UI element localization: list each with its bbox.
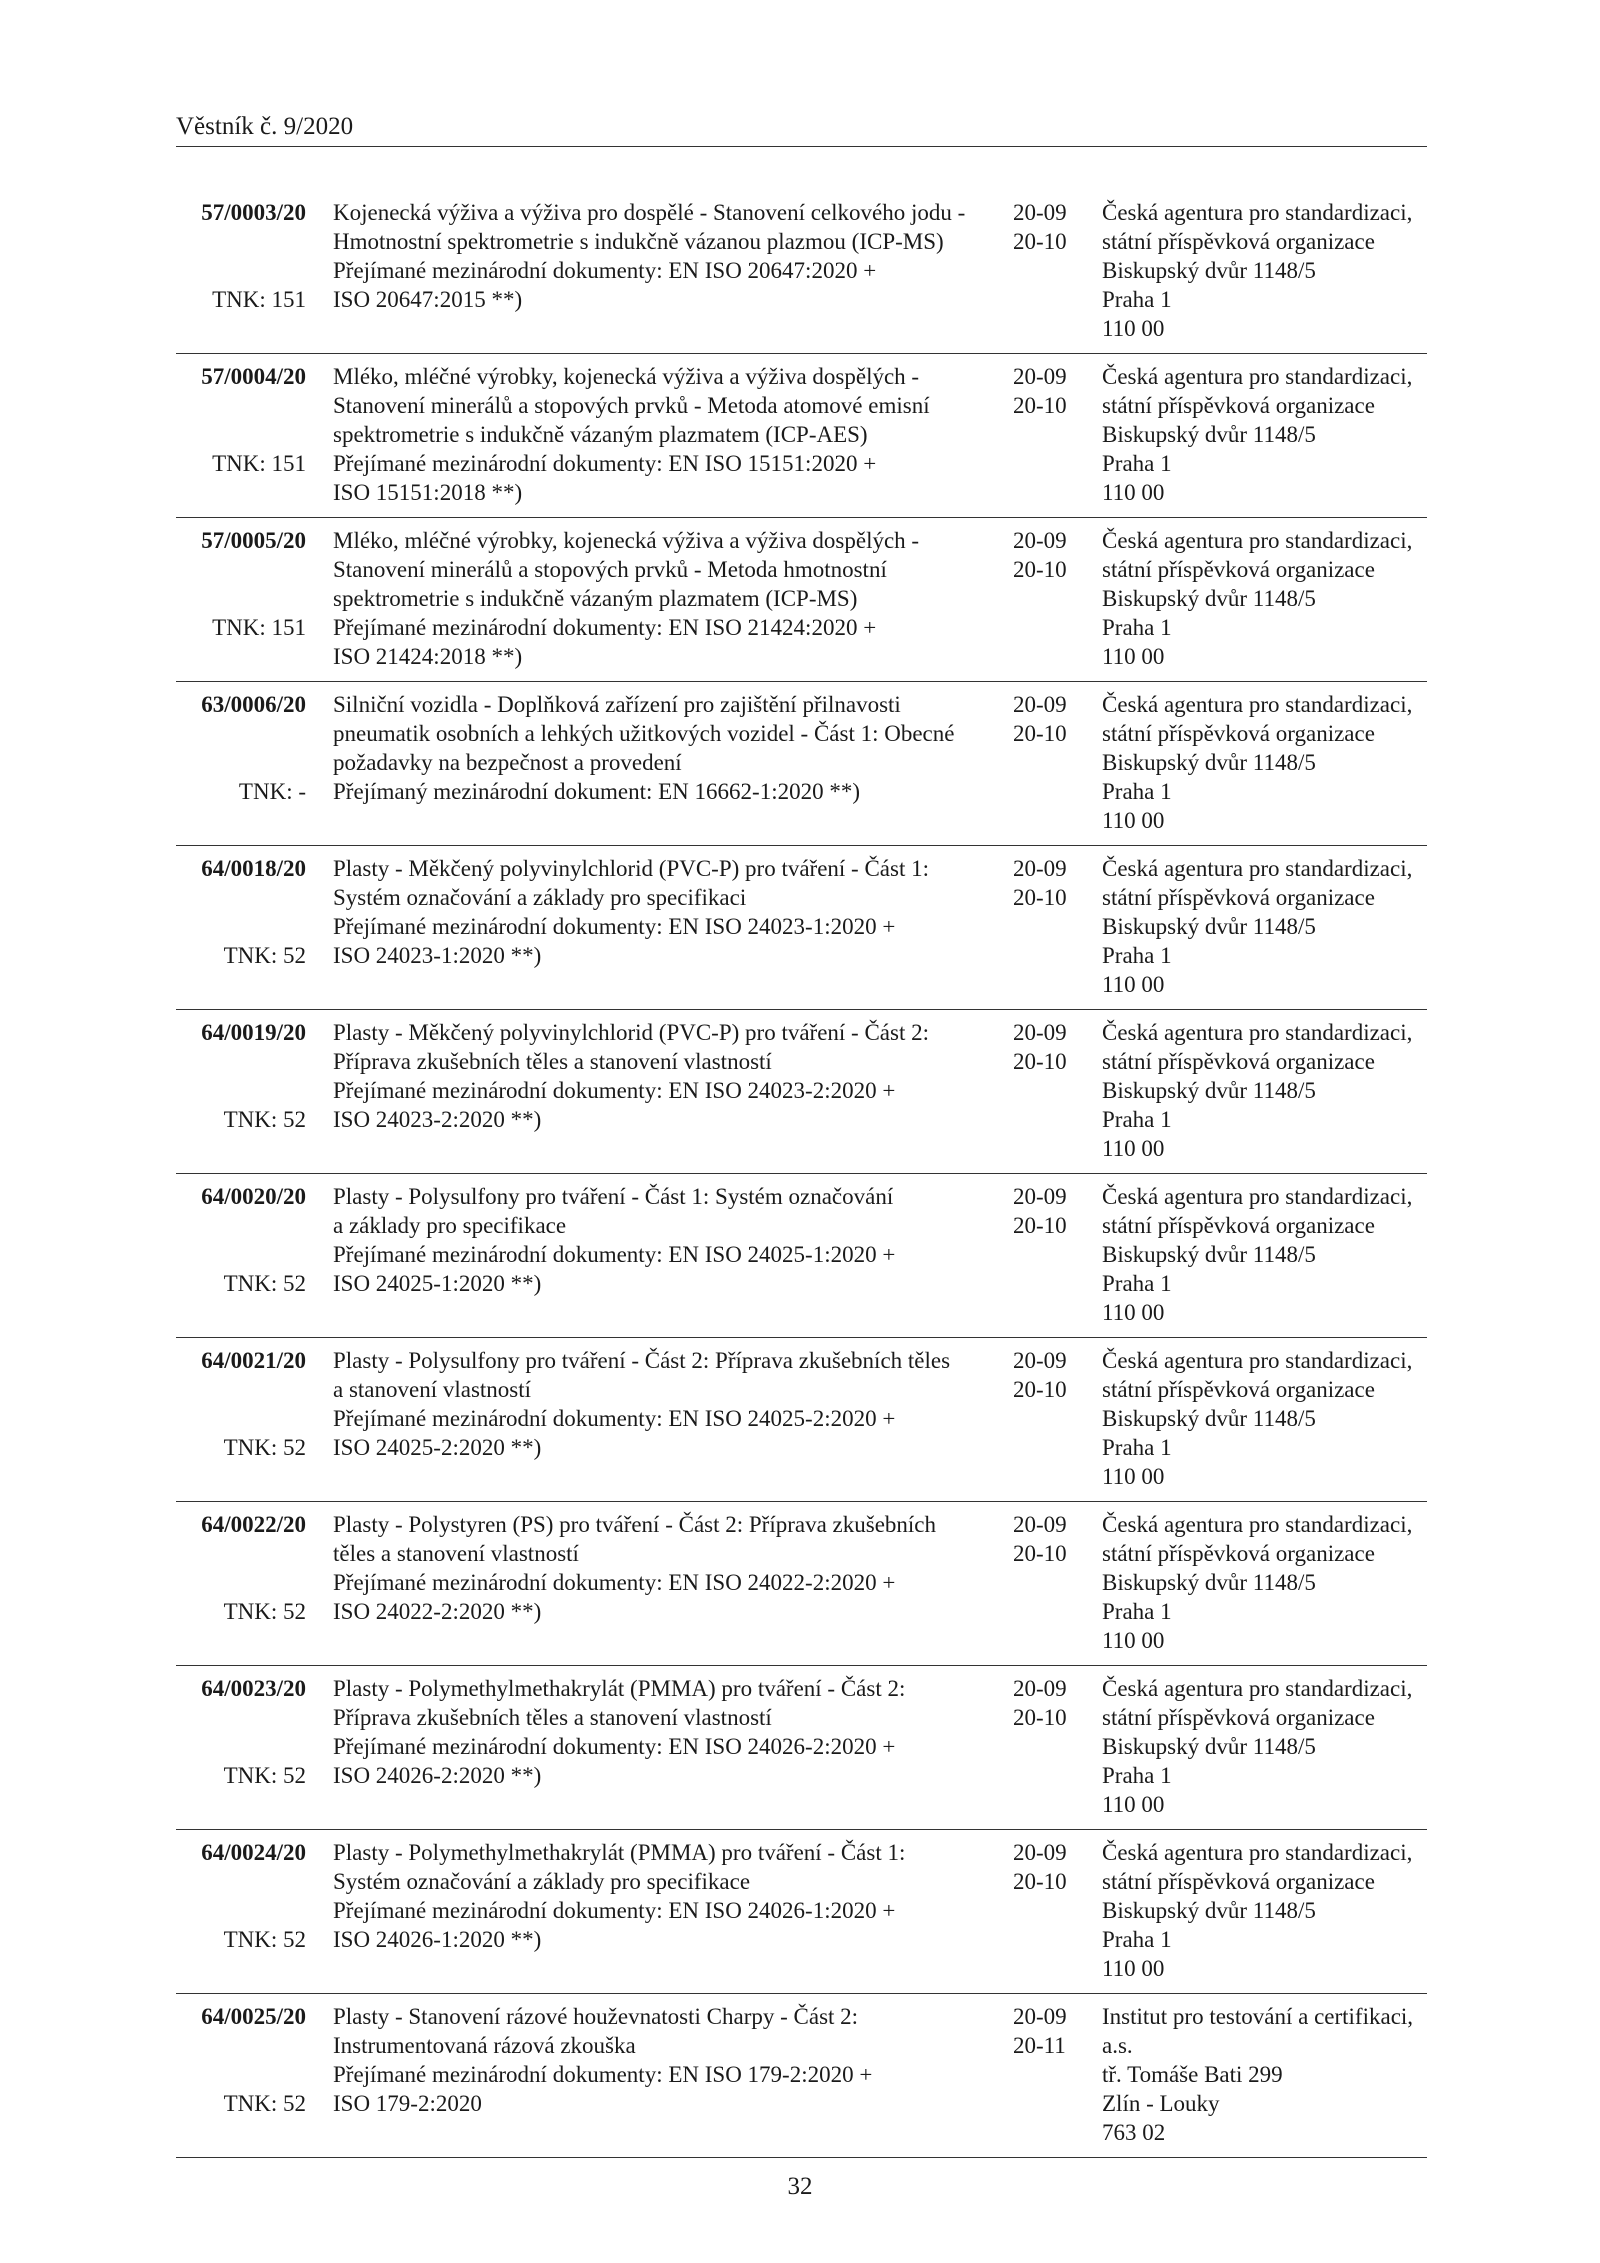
table-row [176, 518, 1427, 682]
title-line: Systém označování a základy pro specifikaci [333, 885, 747, 910]
date-value: 20-10 [1013, 885, 1067, 910]
row-code-cell [176, 362, 306, 507]
standard-number: 63/0006/20 [201, 692, 306, 717]
organization-line: 110 00 [1102, 1464, 1165, 1489]
title-line: Přejímané mezinárodní dokumenty: EN ISO 20647:2020 + [333, 258, 877, 283]
row-organization-cell [1102, 1182, 1427, 1327]
title-line: Přejímaný mezinárodní dokument: EN 16662-1:2020 **) [333, 779, 860, 804]
organization-line: Česká agentura pro standardizaci, [1102, 692, 1413, 717]
row-code-cell [176, 198, 306, 343]
title-line: ISO 24026-2:2020 **) [333, 1763, 542, 1788]
date-value: 20-10 [1013, 393, 1067, 418]
organization-line: Biskupský dvůr 1148/5 [1102, 586, 1316, 611]
title-line: požadavky na bezpečnost a provedení [333, 750, 682, 775]
table-row [176, 846, 1427, 1010]
row-organization-cell [1102, 1018, 1427, 1163]
row-code-cell [176, 1346, 306, 1491]
row-title-cell [333, 1182, 1013, 1298]
standard-number: 57/0005/20 [201, 528, 306, 553]
row-title-cell [333, 526, 1013, 671]
standard-number: 64/0021/20 [201, 1348, 306, 1373]
date-value: 20-09 [1013, 528, 1067, 553]
row-code-cell [176, 1510, 306, 1655]
organization-line: státní příspěvková organizace [1102, 393, 1375, 418]
organization-line: Praha 1 [1102, 1599, 1172, 1624]
title-line: spektrometrie s indukčně vázaným plazmatem (ICP-AES) [333, 422, 868, 447]
date-value: 20-09 [1013, 1184, 1067, 1209]
date-value: 20-10 [1013, 1869, 1067, 1894]
tnk-label: TNK: 151 [212, 615, 306, 640]
standard-number: 57/0003/20 [201, 200, 306, 225]
title-line: pneumatik osobních a lehkých užitkových vozidel - Část 1: Obecné [333, 721, 955, 746]
organization-line: státní příspěvková organizace [1102, 557, 1375, 582]
date-value: 20-09 [1013, 1348, 1067, 1373]
title-line: Mléko, mléčné výrobky, kojenecká výživa a výživa dospělých - [333, 364, 920, 389]
date-value: 20-09 [1013, 856, 1067, 881]
title-line: Plasty - Polysulfony pro tváření - Část 1: Systém označování [333, 1184, 894, 1209]
standard-number: 64/0023/20 [201, 1676, 306, 1701]
row-title-cell [333, 198, 1013, 314]
tnk-label: TNK: 52 [223, 1927, 306, 1952]
tnk-label: TNK: 52 [223, 943, 306, 968]
standard-number: 64/0018/20 [201, 856, 306, 881]
title-line: Příprava zkušebních těles a stanovení vlastností [333, 1705, 772, 1730]
title-line: ISO 24026-1:2020 **) [333, 1927, 542, 1952]
title-line: Přejímané mezinárodní dokumenty: EN ISO 24022-2:2020 + [333, 1570, 896, 1595]
tnk-label: TNK: 151 [212, 287, 306, 312]
table-row [176, 1174, 1427, 1338]
organization-line: státní příspěvková organizace [1102, 721, 1375, 746]
row-dates-cell [1013, 1182, 1101, 1240]
tnk-label: TNK: 151 [212, 451, 306, 476]
row-dates-cell [1013, 854, 1101, 912]
date-value: 20-09 [1013, 1512, 1067, 1537]
date-value: 20-10 [1013, 721, 1067, 746]
organization-line: a.s. [1102, 2033, 1133, 2058]
row-title-cell [333, 690, 1013, 806]
organization-line: Praha 1 [1102, 1763, 1172, 1788]
row-dates-cell [1013, 1346, 1101, 1404]
title-line: Přejímané mezinárodní dokumenty: EN ISO 24025-2:2020 + [333, 1406, 896, 1431]
organization-line: 110 00 [1102, 972, 1165, 997]
organization-line: Česká agentura pro standardizaci, [1102, 200, 1413, 225]
title-line: ISO 15151:2018 **) [333, 480, 523, 505]
title-line: Přejímané mezinárodní dokumenty: EN ISO 15151:2020 + [333, 451, 877, 476]
standard-number: 64/0025/20 [201, 2004, 306, 2029]
title-line: ISO 179-2:2020 [333, 2091, 482, 2116]
organization-line: státní příspěvková organizace [1102, 229, 1375, 254]
row-dates-cell [1013, 1674, 1101, 1732]
title-line: Stanovení minerálů a stopových prvků - Metoda hmotnostní [333, 557, 887, 582]
date-value: 20-10 [1013, 1049, 1067, 1074]
organization-line: 110 00 [1102, 1956, 1165, 1981]
organization-line: státní příspěvková organizace [1102, 885, 1375, 910]
title-line: ISO 24023-2:2020 **) [333, 1107, 542, 1132]
table-row [176, 1666, 1427, 1830]
row-code-cell [176, 526, 306, 671]
row-organization-cell [1102, 2002, 1427, 2147]
tnk-label: TNK: 52 [223, 1435, 306, 1460]
organization-line: Česká agentura pro standardizaci, [1102, 856, 1413, 881]
date-value: 20-10 [1013, 1213, 1067, 1238]
organization-line: Zlín - Louky [1102, 2091, 1220, 2116]
date-value: 20-10 [1013, 557, 1067, 582]
title-line: Plasty - Polysulfony pro tváření - Část 2: Příprava zkušebních těles [333, 1348, 951, 1373]
row-dates-cell [1013, 2002, 1101, 2060]
table-row [176, 1010, 1427, 1174]
organization-line: Česká agentura pro standardizaci, [1102, 1348, 1413, 1373]
standard-number: 64/0019/20 [201, 1020, 306, 1045]
organization-line: státní příspěvková organizace [1102, 1377, 1375, 1402]
row-organization-cell [1102, 362, 1427, 507]
table-row [176, 682, 1427, 846]
title-line: Přejímané mezinárodní dokumenty: EN ISO 24025-1:2020 + [333, 1242, 896, 1267]
row-title-cell [333, 1018, 1013, 1134]
organization-line: Biskupský dvůr 1148/5 [1102, 422, 1316, 447]
organization-line: státní příspěvková organizace [1102, 1869, 1375, 1894]
date-value: 20-10 [1013, 229, 1067, 254]
date-value: 20-11 [1013, 2033, 1066, 2058]
row-organization-cell [1102, 1510, 1427, 1655]
title-line: ISO 24023-1:2020 **) [333, 943, 542, 968]
organization-line: Praha 1 [1102, 615, 1172, 640]
title-line: Přejímané mezinárodní dokumenty: EN ISO 24023-2:2020 + [333, 1078, 896, 1103]
title-line: těles a stanovení vlastností [333, 1541, 579, 1566]
date-value: 20-10 [1013, 1377, 1067, 1402]
organization-line: Biskupský dvůr 1148/5 [1102, 258, 1316, 283]
tnk-label: TNK: 52 [223, 1599, 306, 1624]
date-value: 20-10 [1013, 1705, 1067, 1730]
date-value: 20-09 [1013, 2004, 1067, 2029]
date-value: 20-09 [1013, 1840, 1067, 1865]
row-title-cell [333, 2002, 1013, 2118]
organization-line: 110 00 [1102, 1792, 1165, 1817]
organization-line: tř. Tomáše Bati 299 [1102, 2062, 1283, 2087]
organization-line: 110 00 [1102, 480, 1165, 505]
row-code-cell [176, 1182, 306, 1327]
standard-number: 64/0022/20 [201, 1512, 306, 1537]
organization-line: Biskupský dvůr 1148/5 [1102, 1078, 1316, 1103]
row-organization-cell [1102, 1674, 1427, 1819]
date-value: 20-09 [1013, 692, 1067, 717]
row-dates-cell [1013, 690, 1101, 748]
organization-line: Praha 1 [1102, 287, 1172, 312]
title-line: ISO 21424:2018 **) [333, 644, 523, 669]
title-line: Přejímané mezinárodní dokumenty: EN ISO 24023-1:2020 + [333, 914, 896, 939]
organization-line: státní příspěvková organizace [1102, 1705, 1375, 1730]
title-line: Kojenecká výživa a výživa pro dospělé - Stanovení celkového jodu - [333, 200, 966, 225]
table-row [176, 1338, 1427, 1502]
row-dates-cell [1013, 526, 1101, 584]
tnk-label: TNK: 52 [223, 1271, 306, 1296]
organization-line: Praha 1 [1102, 1927, 1172, 1952]
organization-line: Institut pro testování a certifikaci, [1102, 2004, 1414, 2029]
page-number: 32 [787, 2173, 813, 2200]
title-line: ISO 24022-2:2020 **) [333, 1599, 542, 1624]
organization-line: Česká agentura pro standardizaci, [1102, 1676, 1413, 1701]
row-organization-cell [1102, 1346, 1427, 1491]
title-line: Přejímané mezinárodní dokumenty: EN ISO 24026-1:2020 + [333, 1898, 896, 1923]
organization-line: Česká agentura pro standardizaci, [1102, 1184, 1413, 1209]
title-line: Silniční vozidla - Doplňková zařízení pro zajištění přilnavosti [333, 692, 901, 717]
row-organization-cell [1102, 198, 1427, 343]
organization-line: Česká agentura pro standardizaci, [1102, 1840, 1413, 1865]
organization-line: Praha 1 [1102, 1271, 1172, 1296]
title-line: Plasty - Polymethylmethakrylát (PMMA) pro tváření - Část 1: [333, 1840, 906, 1865]
table-row [176, 354, 1427, 518]
title-line: Plasty - Polystyren (PS) pro tváření - Část 2: Příprava zkušebních [333, 1512, 937, 1537]
title-line: Mléko, mléčné výrobky, kojenecká výživa a výživa dospělých - [333, 528, 920, 553]
row-title-cell [333, 1346, 1013, 1462]
organization-line: Biskupský dvůr 1148/5 [1102, 1734, 1316, 1759]
title-line: spektrometrie s indukčně vázaným plazmatem (ICP-MS) [333, 586, 858, 611]
date-value: 20-09 [1013, 1676, 1067, 1701]
row-title-cell [333, 362, 1013, 507]
row-dates-cell [1013, 198, 1101, 256]
table-row [176, 1830, 1427, 1994]
row-title-cell [333, 1838, 1013, 1954]
title-line: a stanovení vlastností [333, 1377, 532, 1402]
title-line: Systém označování a základy pro specifikace [333, 1869, 751, 1894]
standard-number: 64/0020/20 [201, 1184, 306, 1209]
organization-line: Česká agentura pro standardizaci, [1102, 1020, 1413, 1045]
organization-line: 110 00 [1102, 808, 1165, 833]
title-line: Plasty - Měkčený polyvinylchlorid (PVC-P) pro tváření - Část 2: [333, 1020, 930, 1045]
organization-line: státní příspěvková organizace [1102, 1541, 1375, 1566]
standard-number: 64/0024/20 [201, 1840, 306, 1865]
organization-line: 110 00 [1102, 644, 1165, 669]
row-code-cell [176, 1838, 306, 1983]
organization-line: 763 02 [1102, 2120, 1166, 2145]
title-line: Přejímané mezinárodní dokumenty: EN ISO 21424:2020 + [333, 615, 877, 640]
title-line: Přejímané mezinárodní dokumenty: EN ISO 24026-2:2020 + [333, 1734, 896, 1759]
standards-table [176, 190, 1427, 2158]
title-line: Příprava zkušebních těles a stanovení vlastností [333, 1049, 772, 1074]
organization-line: Praha 1 [1102, 779, 1172, 804]
date-value: 20-09 [1013, 364, 1067, 389]
row-organization-cell [1102, 690, 1427, 835]
title-line: Plasty - Polymethylmethakrylát (PMMA) pro tváření - Část 2: [333, 1676, 906, 1701]
organization-line: Biskupský dvůr 1148/5 [1102, 914, 1316, 939]
organization-line: Praha 1 [1102, 1435, 1172, 1460]
organization-line: Česká agentura pro standardizaci, [1102, 364, 1413, 389]
table-row [176, 190, 1427, 354]
organization-line: státní příspěvková organizace [1102, 1049, 1375, 1074]
organization-line: 110 00 [1102, 1136, 1165, 1161]
tnk-label: TNK: 52 [223, 1107, 306, 1132]
organization-line: Česká agentura pro standardizaci, [1102, 528, 1413, 553]
title-line: Hmotnostní spektrometrie s indukčně vázanou plazmou (ICP-MS) [333, 229, 944, 254]
organization-line: Praha 1 [1102, 943, 1172, 968]
date-value: 20-09 [1013, 200, 1067, 225]
organization-line: 110 00 [1102, 1628, 1165, 1653]
header-rule [176, 146, 1427, 147]
organization-line: Česká agentura pro standardizaci, [1102, 1512, 1413, 1537]
row-code-cell [176, 690, 306, 835]
date-value: 20-09 [1013, 1020, 1067, 1045]
row-dates-cell [1013, 1510, 1101, 1568]
tnk-label: TNK: 52 [223, 2091, 306, 2116]
title-line: ISO 24025-1:2020 **) [333, 1271, 542, 1296]
organization-line: Biskupský dvůr 1148/5 [1102, 1406, 1316, 1431]
row-code-cell [176, 1674, 306, 1819]
date-value: 20-10 [1013, 1541, 1067, 1566]
organization-line: Praha 1 [1102, 451, 1172, 476]
standard-number: 57/0004/20 [201, 364, 306, 389]
organization-line: 110 00 [1102, 1300, 1165, 1325]
organization-line: Biskupský dvůr 1148/5 [1102, 750, 1316, 775]
organization-line: Biskupský dvůr 1148/5 [1102, 1242, 1316, 1267]
tnk-label: TNK: - [238, 779, 306, 804]
row-organization-cell [1102, 526, 1427, 671]
row-dates-cell [1013, 1018, 1101, 1076]
title-line: Instrumentovaná rázová zkouška [333, 2033, 636, 2058]
organization-line: Biskupský dvůr 1148/5 [1102, 1898, 1316, 1923]
table-row [176, 1502, 1427, 1666]
title-line: Přejímané mezinárodní dokumenty: EN ISO 179-2:2020 + [333, 2062, 873, 2087]
organization-line: Biskupský dvůr 1148/5 [1102, 1570, 1316, 1595]
tnk-label: TNK: 52 [223, 1763, 306, 1788]
row-organization-cell [1102, 854, 1427, 999]
title-line: Plasty - Stanovení rázové houževnatosti Charpy - Část 2: [333, 2004, 859, 2029]
organization-line: Praha 1 [1102, 1107, 1172, 1132]
row-organization-cell [1102, 1838, 1427, 1983]
organization-line: 110 00 [1102, 316, 1165, 341]
row-code-cell [176, 1018, 306, 1163]
title-line: Plasty - Měkčený polyvinylchlorid (PVC-P) pro tváření - Část 1: [333, 856, 930, 881]
row-code-cell [176, 854, 306, 999]
row-dates-cell [1013, 1838, 1101, 1896]
title-line: ISO 20647:2015 **) [333, 287, 523, 312]
title-line: a základy pro specifikace [333, 1213, 567, 1238]
row-title-cell [333, 854, 1013, 970]
title-line: ISO 24025-2:2020 **) [333, 1435, 542, 1460]
row-code-cell [176, 2002, 306, 2147]
row-title-cell [333, 1510, 1013, 1626]
journal-header: Věstník č. 9/2020 [176, 113, 354, 140]
row-dates-cell [1013, 362, 1101, 420]
organization-line: státní příspěvková organizace [1102, 1213, 1375, 1238]
row-title-cell [333, 1674, 1013, 1790]
table-row [176, 1994, 1427, 2158]
title-line: Stanovení minerálů a stopových prvků - Metoda atomové emisní [333, 393, 930, 418]
